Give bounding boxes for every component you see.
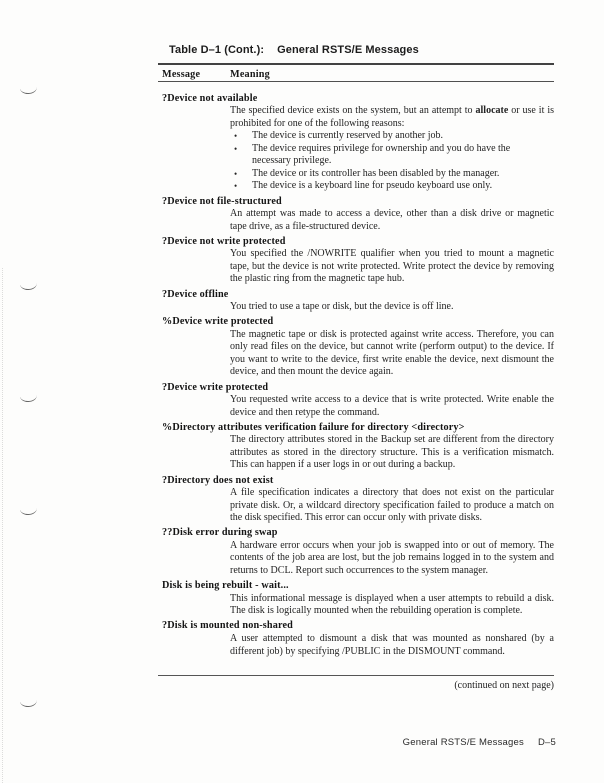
reason-list xyxy=(233,130,535,193)
bullet-icon: • xyxy=(234,131,238,142)
message-name: ?Device not write protected xyxy=(162,235,286,247)
binder-mark xyxy=(20,395,37,403)
message-meaning: You tried to use a tape or disk, but the device is off line. xyxy=(230,301,454,313)
list-item xyxy=(233,180,535,193)
message-name: ??Disk error during swap xyxy=(162,527,278,539)
message-meaning: You specified the /NOWRITE qualifier when you tried to mount a magnetic tape, but the device is not write protected. Write protect the device by removing the plastic ring from the magnetic tape hub. xyxy=(230,248,554,285)
message-section xyxy=(162,236,554,286)
message-name: ?Device not available xyxy=(162,92,258,104)
message-name: Disk is being rebuilt - wait... xyxy=(162,580,289,592)
message-meaning: A hardware error occurs when your job is swapped into or out of memory. The contents of the job area are lost, but the job remains logged in to the system and returns to DCL. Report such occurrences to the system manager. xyxy=(230,539,554,577)
continued-note: (continued on next page) xyxy=(454,679,554,691)
message-name: ?Directory does not exist xyxy=(162,474,274,486)
meaning-text: or use it is prohibited for one of the following reasons: xyxy=(230,105,554,129)
message-section xyxy=(162,316,554,379)
message-section xyxy=(162,289,554,314)
meaning-text: The specified device exists on the system, but an attempt to xyxy=(230,105,476,117)
list-item-text: The device requires privilege for ownership and you do have the necessary privilege. xyxy=(252,142,511,167)
message-name: %Device write protected xyxy=(162,316,274,328)
page-footer xyxy=(0,737,556,748)
list-item-text: The device is a keyboard line for pseudo keyboard use only. xyxy=(252,180,493,192)
message-section xyxy=(162,196,554,234)
list-item-text: The device or its controller has been disabled by the manager. xyxy=(252,167,500,179)
message-section xyxy=(162,475,554,525)
message-meaning xyxy=(230,105,554,130)
table-caption xyxy=(169,44,419,56)
binder-mark xyxy=(20,283,37,291)
column-header-meaning: Meaning xyxy=(230,68,270,80)
message-section xyxy=(162,93,554,193)
message-name: ?Device offline xyxy=(162,288,229,300)
table-caption-label: Table D–1 (Cont.): xyxy=(169,44,265,56)
footer-page-number: D–5 xyxy=(537,737,556,748)
binder-mark xyxy=(20,508,37,516)
bullet-icon: • xyxy=(234,143,238,154)
table-bottom-rule xyxy=(158,675,554,676)
binder-mark xyxy=(20,700,37,708)
bullet-icon: • xyxy=(234,168,238,179)
message-section xyxy=(162,620,554,658)
list-item-text: The device is currently reserved by another job. xyxy=(252,130,444,142)
message-section xyxy=(162,382,554,420)
message-section xyxy=(162,580,554,618)
message-name: ?Disk is mounted non-shared xyxy=(162,620,293,632)
message-section xyxy=(162,422,554,472)
list-item xyxy=(233,168,535,181)
table-header-rule xyxy=(158,81,554,82)
bullet-icon: • xyxy=(234,181,238,192)
message-meaning: The directory attributes stored in the Backup set are different from the directory attributes as stored in the directory structure. This is a verification mismatch. This can happen if a user logs in or out during a backup. xyxy=(230,434,554,471)
message-meaning: A user attempted to dismount a disk that was mounted as nonshared (by a different job) by specifying /PUBLIC in the DISMOUNT command. xyxy=(230,632,554,657)
message-name: %Directory attributes verification failure for directory <directory> xyxy=(162,421,465,433)
message-meaning: The magnetic tape or disk is protected against write access. Therefore, you can only read files on the device, but cannot write (perform output) to the device. If you want to write to the device, first write enable the device, next dismount the device, and then mount the device again. xyxy=(230,328,554,378)
message-meaning: A file specification indicates a directory that does not exist on the particular private disk. Or, a wildcard directory specification failed to produce a match on the disk specified. This error can occur only with private disks. xyxy=(230,487,554,524)
footer-chapter-title: General RSTS/E Messages xyxy=(402,737,524,748)
column-header-message: Message xyxy=(162,68,201,80)
message-table-body xyxy=(162,90,554,658)
binder-mark xyxy=(20,87,37,95)
message-meaning: You requested write access to a device that is write protected. Write enable the device and then retype the command. xyxy=(230,394,554,418)
table-top-rule xyxy=(158,63,554,65)
message-name: ?Device not file-structured xyxy=(162,195,282,207)
message-section xyxy=(162,527,554,577)
table-caption-title: General RSTS/E Messages xyxy=(277,44,419,56)
scan-edge-artifact xyxy=(2,268,3,783)
message-meaning: This informational message is displayed when a user attempts to rebuild a disk. The disk is logically mounted when the rebuilding operation is complete. xyxy=(230,592,554,617)
meaning-keyword: allocate xyxy=(475,105,509,117)
list-item xyxy=(233,143,535,168)
message-meaning: An attempt was made to access a device, other than a disk drive or magnetic tape drive, as a file-structured device. xyxy=(230,208,554,232)
message-name: ?Device write protected xyxy=(162,381,269,393)
list-item xyxy=(233,130,535,143)
